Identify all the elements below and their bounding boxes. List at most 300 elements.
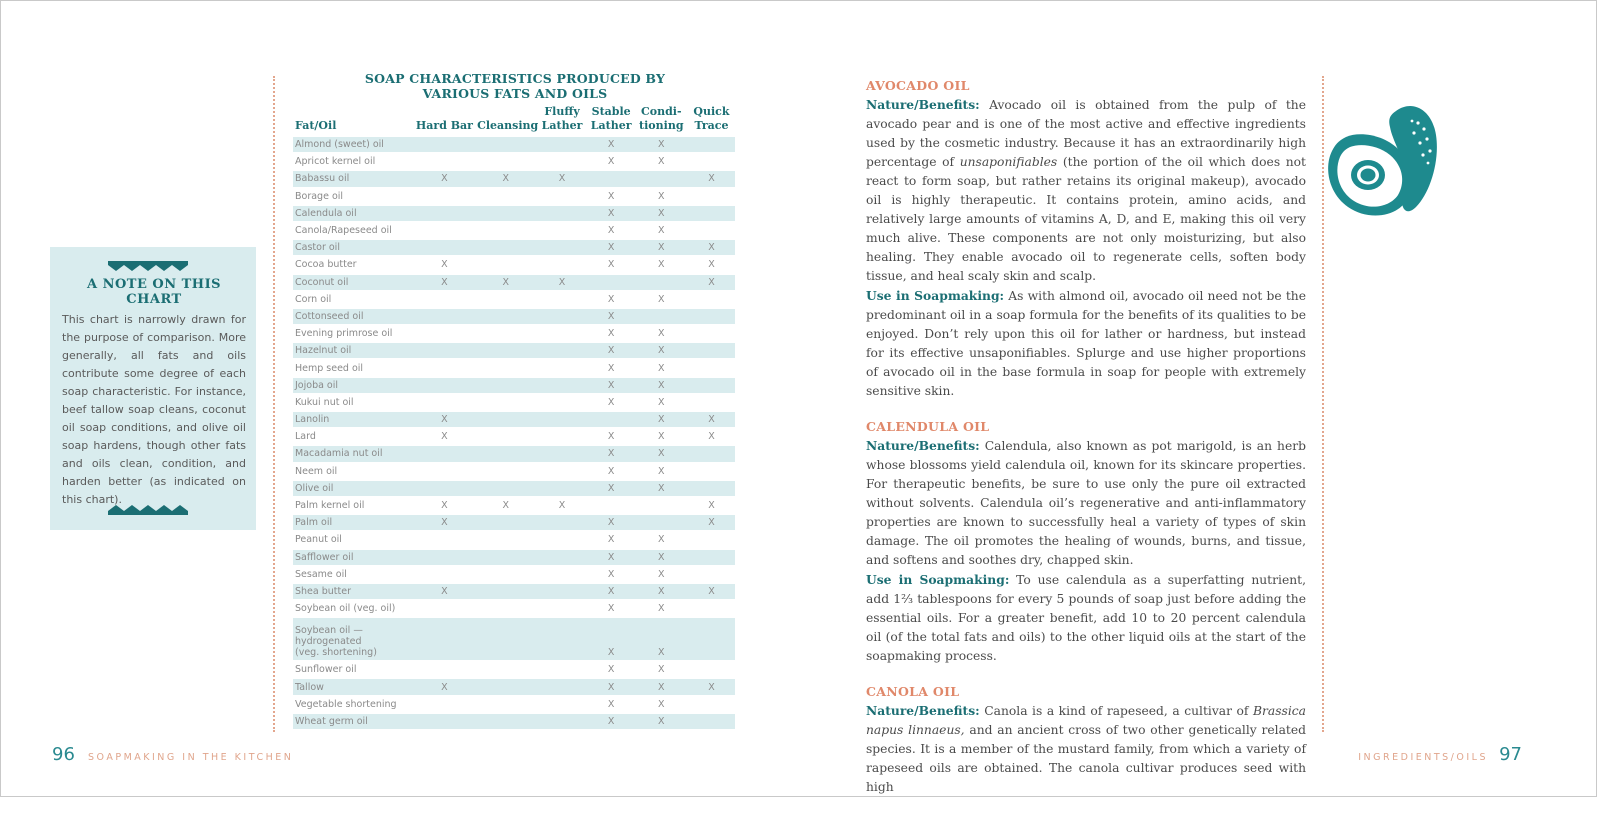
characteristic-mark (475, 697, 536, 712)
characteristic-mark (475, 378, 536, 393)
entry-paragraph: Nature/Benefits: Avocado oil is obtained from the pulp of the avocado pear and is one of the most active and effective ingredients used by the cosmetic industry. Because it has an extraordinarily high percentage of unsaponifiables (the portion of the oil which does not react to form soap, but rather retains its original makeup), avocado oil is highly therapeutic. It contains protein, amino acids, and relatively large amounts of vitamins A, D, and E, making this oil very much alive. These components are not only moisturizing, but also healing. They enable avocado oil to regenerate cells, soften body tissue, and heal scaly skin and scalp. (866, 97, 1306, 283)
characteristic-mark: X (688, 515, 735, 530)
characteristic-mark (475, 223, 536, 238)
chart-row (293, 679, 735, 694)
characteristic-mark: X (688, 240, 735, 255)
avocado-illustration (1318, 93, 1440, 225)
oil-name: Shea butter (293, 584, 414, 599)
characteristic-mark (536, 360, 587, 375)
chart-row (293, 171, 735, 186)
characteristic-mark: X (607, 603, 615, 615)
characteristic-mark (475, 240, 536, 255)
characteristic-mark (536, 429, 587, 444)
characteristic-mark: X (658, 396, 665, 408)
chart-row (293, 498, 735, 513)
characteristic-mark (688, 223, 735, 238)
chart-row (293, 189, 735, 204)
characteristic-mark: X (635, 584, 688, 599)
characteristic-mark (414, 223, 475, 238)
characteristic-mark (688, 292, 735, 307)
characteristic-mark: X (588, 714, 635, 729)
chart-row (293, 395, 735, 410)
characteristic-mark (536, 189, 587, 204)
characteristic-mark (536, 481, 587, 496)
chart-row (293, 360, 735, 375)
chart-row (293, 275, 735, 290)
right-page-number: 97 (1499, 744, 1522, 765)
characteristic-mark (536, 662, 587, 677)
characteristic-mark: X (414, 584, 475, 599)
characteristic-mark (688, 309, 735, 324)
oil-entry (866, 76, 1306, 401)
characteristic-mark (635, 275, 688, 290)
entry-paragraph: Nature/Benefits: Calendula, also known as pot marigold, is an herb whose blossoms yield calendula oil, known for its skincare properties. For therapeutic benefits, be sure to use only the pure oil extracted without solvents. Calendula oil’s regenerative and anti-inflammatory properties are known to successfully heal a variety of types of skin damage. The oil promotes the healing of wounds, burns, and tissue, and softens and soothes dry, chapped skin. (866, 438, 1306, 567)
left-running-head: SOAPMAKING IN THE KITCHEN (88, 752, 294, 763)
characteristic-mark (475, 481, 536, 496)
chart-row (293, 292, 735, 307)
characteristic-mark: X (635, 714, 688, 729)
characteristic-mark: X (502, 500, 510, 512)
characteristic-mark: X (688, 412, 735, 427)
note-body: This chart is narrowly drawn for the purpose of comparison. More generally, all fats and oils contribute some degree of each soap characteristic. For instance, beef tallow soap cleans, coconut oil soap conditions, and olive oil soap hardens, though other fats and oils clean, condition, and harden better (as indicated on this chart). (62, 313, 246, 506)
oil-name: Hazelnut oil (293, 343, 414, 358)
characteristic-mark: X (658, 603, 665, 615)
characteristic-mark: X (588, 618, 635, 660)
characteristic-mark: X (635, 343, 688, 358)
characteristic-mark: X (536, 171, 587, 186)
characteristic-mark: X (708, 500, 715, 512)
characteristic-mark: X (607, 396, 615, 408)
characteristic-mark (688, 662, 735, 677)
left-page-number: 96 (52, 744, 75, 765)
characteristic-mark (688, 618, 735, 660)
characteristic-mark (475, 714, 536, 729)
characteristic-mark (536, 395, 587, 410)
chart-row (293, 464, 735, 479)
characteristic-mark (635, 309, 688, 324)
characteristic-mark (536, 515, 587, 530)
characteristic-mark (536, 223, 587, 238)
oil-name: Neem oil (295, 465, 338, 477)
characteristic-mark (688, 550, 735, 565)
characteristic-mark: X (635, 206, 688, 221)
chart-row (293, 481, 735, 496)
chart-row (293, 412, 735, 427)
chart-row (293, 697, 735, 712)
characteristic-mark: X (635, 378, 688, 393)
characteristic-mark (688, 446, 735, 461)
oil-name: Canola/Rapeseed oil (295, 225, 392, 237)
characteristic-mark: X (588, 309, 635, 324)
characteristic-mark (414, 343, 475, 358)
oil-name: Babassu oil (293, 171, 414, 186)
characteristic-mark: X (414, 275, 475, 290)
characteristic-mark: X (635, 550, 688, 565)
characteristic-mark: X (607, 225, 615, 237)
characteristic-mark: X (658, 156, 665, 168)
characteristic-mark (475, 137, 536, 152)
characteristic-mark: X (688, 275, 735, 290)
characteristic-mark: X (588, 343, 635, 358)
oil-name: Jojoba oil (293, 378, 414, 393)
characteristic-mark (688, 360, 735, 375)
characteristic-mark (475, 412, 536, 427)
characteristic-mark: X (588, 584, 635, 599)
characteristic-mark (414, 697, 475, 712)
characteristic-mark: X (588, 137, 635, 152)
italic-term: Brassica napus linnaeus, (866, 704, 1306, 737)
characteristic-mark (536, 464, 587, 479)
characteristic-mark (588, 498, 635, 513)
chart-row (293, 567, 735, 582)
characteristic-mark (635, 515, 688, 530)
characteristic-mark (414, 292, 475, 307)
characteristic-mark (475, 206, 536, 221)
left-dotted-rule (273, 76, 275, 732)
characteristic-mark (414, 137, 475, 152)
oil-name: Sunflower oil (295, 664, 357, 676)
characteristic-mark (635, 498, 688, 513)
characteristic-mark (414, 481, 475, 496)
characteristic-mark: X (658, 534, 665, 546)
characteristic-mark: X (414, 171, 475, 186)
characteristic-mark (475, 515, 536, 530)
characteristic-mark (536, 137, 587, 152)
characteristic-mark (536, 714, 587, 729)
characteristic-mark: X (607, 465, 615, 477)
characteristic-mark: X (588, 378, 635, 393)
characteristic-mark (688, 481, 735, 496)
characteristic-mark (536, 326, 587, 341)
characteristic-mark: X (635, 679, 688, 694)
characteristic-mark: X (441, 500, 448, 512)
oil-name: Tallow (293, 679, 414, 694)
characteristic-mark: X (588, 240, 635, 255)
characteristic-mark (475, 189, 536, 204)
chart-row (293, 240, 735, 255)
characteristic-mark (688, 206, 735, 221)
oil-name: Soybean oil — hydrogenated (veg. shortening) (293, 618, 414, 660)
characteristic-mark: X (607, 431, 615, 443)
italic-term: unsaponifiables (959, 155, 1058, 169)
characteristic-mark (536, 584, 587, 599)
chart-row (293, 515, 735, 530)
characteristic-mark (414, 662, 475, 677)
column-header: Quick Trace (693, 105, 730, 132)
chart-title: SOAP CHARACTERISTICS PRODUCED BY VARIOUS FATS AND OILS (364, 71, 666, 101)
characteristic-mark (475, 567, 536, 582)
chart-row (293, 662, 735, 677)
characteristic-mark (588, 412, 635, 427)
column-header: Cleansing (477, 119, 539, 132)
oil-name: Coconut oil (293, 275, 414, 290)
characteristic-mark (536, 292, 587, 307)
oil-name: Safflower oil (293, 550, 414, 565)
characteristic-mark: X (607, 698, 615, 710)
characteristic-mark (536, 309, 587, 324)
characteristic-mark: X (588, 679, 635, 694)
column-header: Hard Bar (415, 119, 473, 132)
chart-body (293, 137, 735, 729)
characteristic-mark (475, 309, 536, 324)
characteristic-mark (688, 714, 735, 729)
chart-row (293, 601, 735, 616)
oil-name: Apricot kernel oil (295, 156, 376, 168)
characteristic-mark (414, 618, 475, 660)
oil-name: Soybean oil (veg. oil) (295, 603, 396, 615)
oil-entries (866, 76, 1306, 813)
characteristic-mark (475, 679, 536, 694)
characteristic-mark (475, 395, 536, 410)
characteristic-mark (536, 532, 587, 547)
characteristic-mark (414, 446, 475, 461)
characteristic-mark (475, 360, 536, 375)
characteristic-mark: X (658, 568, 665, 580)
characteristic-mark: X (635, 412, 688, 427)
characteristic-mark (536, 412, 587, 427)
characteristic-mark: X (658, 698, 665, 710)
oil-entry (866, 417, 1306, 666)
characteristic-mark (688, 464, 735, 479)
characteristic-mark: X (635, 481, 688, 496)
paragraph-label: Nature/Benefits: (866, 703, 980, 718)
oil-name: Evening primrose oil (295, 328, 393, 340)
characteristic-mark (536, 567, 587, 582)
characteristic-mark (475, 292, 536, 307)
characteristic-mark: X (635, 446, 688, 461)
characteristic-mark: X (607, 362, 615, 374)
characteristic-mark: X (588, 550, 635, 565)
chart-header-row (293, 105, 735, 135)
column-header: Fluffy Lather (541, 105, 583, 132)
oil-name: Almond (sweet) oil (293, 137, 414, 152)
characteristic-mark (536, 240, 587, 255)
characteristic-mark (475, 326, 536, 341)
characteristic-mark (414, 378, 475, 393)
characteristic-mark (536, 206, 587, 221)
characteristic-mark (536, 257, 587, 272)
characteristic-mark (414, 567, 475, 582)
characteristic-mark (536, 343, 587, 358)
characteristic-mark (688, 378, 735, 393)
characteristic-mark: X (414, 412, 475, 427)
paragraph-label: Nature/Benefits: (866, 97, 980, 112)
characteristic-mark (414, 309, 475, 324)
characteristic-mark (688, 189, 735, 204)
characteristic-mark (536, 446, 587, 461)
characteristic-mark (536, 601, 587, 616)
characteristic-mark: X (658, 225, 665, 237)
chart-table (293, 103, 735, 731)
characteristic-mark: X (688, 679, 735, 694)
chart-row (293, 429, 735, 444)
note-title: A NOTE ON THIS CHART (86, 277, 222, 307)
characteristic-mark: X (658, 259, 665, 271)
characteristic-mark: X (607, 293, 615, 305)
characteristic-mark: X (658, 328, 665, 340)
chart-row (293, 223, 735, 238)
characteristic-mark: X (607, 190, 615, 202)
characteristic-mark (536, 154, 587, 169)
oil-name: Cocoa butter (295, 259, 357, 271)
chart-row (293, 343, 735, 358)
characteristic-mark: X (414, 515, 475, 530)
characteristic-mark (414, 189, 475, 204)
characteristic-mark (414, 714, 475, 729)
chart-row (293, 326, 735, 341)
oil-name: Olive oil (293, 481, 414, 496)
soap-characteristics-chart (293, 103, 735, 731)
characteristic-mark: X (607, 664, 615, 676)
characteristic-mark (475, 464, 536, 479)
characteristic-mark: X (635, 618, 688, 660)
entry-heading: CALENDULA OIL (866, 419, 990, 434)
characteristic-mark (588, 275, 635, 290)
paragraph-label: Nature/Benefits: (866, 438, 980, 453)
characteristic-mark (536, 618, 587, 660)
chart-row (293, 618, 735, 660)
characteristic-mark: X (475, 275, 536, 290)
characteristic-mark (475, 343, 536, 358)
characteristic-mark (536, 378, 587, 393)
characteristic-mark: X (635, 137, 688, 152)
oil-name: Vegetable shortening (295, 698, 397, 710)
chart-row (293, 714, 735, 729)
oil-name: Lard (295, 431, 316, 443)
left-folio (52, 744, 293, 765)
characteristic-mark (475, 154, 536, 169)
right-folio (1358, 744, 1522, 765)
paragraph-label: Use in Soapmaking: (866, 572, 1010, 587)
characteristic-mark: X (588, 481, 635, 496)
characteristic-mark (688, 697, 735, 712)
chart-row (293, 550, 735, 565)
characteristic-mark (688, 343, 735, 358)
chart-row (293, 137, 735, 152)
chart-row (293, 446, 735, 461)
characteristic-mark (635, 171, 688, 186)
characteristic-mark (414, 206, 475, 221)
oil-name: Palm kernel oil (295, 500, 365, 512)
characteristic-mark (475, 429, 536, 444)
characteristic-mark (414, 550, 475, 565)
chart-row (293, 206, 735, 221)
characteristic-mark (414, 326, 475, 341)
characteristic-mark: X (658, 465, 665, 477)
characteristic-mark: X (588, 515, 635, 530)
column-header: Stable Lather (590, 105, 632, 132)
characteristic-mark (688, 567, 735, 582)
characteristic-mark: X (441, 259, 448, 271)
characteristic-mark (688, 395, 735, 410)
characteristic-mark (536, 679, 587, 694)
characteristic-mark (475, 257, 536, 272)
oil-name: Borage oil (295, 190, 344, 202)
characteristic-mark: X (588, 446, 635, 461)
chart-row (293, 584, 735, 599)
oil-name: Peanut oil (295, 534, 342, 546)
characteristic-mark: X (658, 190, 665, 202)
oil-name: Palm oil (293, 515, 414, 530)
characteristic-mark: X (635, 240, 688, 255)
oil-name: Calendula oil (293, 206, 414, 221)
characteristic-mark (475, 618, 536, 660)
characteristic-mark: X (441, 431, 448, 443)
zigzag-top-ornament (108, 259, 188, 271)
zigzag-bottom-ornament (108, 505, 188, 517)
characteristic-mark: X (607, 534, 615, 546)
chart-row (293, 154, 735, 169)
entry-heading: AVOCADO OIL (866, 78, 970, 93)
entry-paragraph: Use in Soapmaking: As with almond oil, avocado oil need not be the predominant oil in a soap formula for the benefits of its qualities to be enjoyed. Don’t rely upon this oil for lather or hardness, but instead for its effective unsaponifiables. Splurge and use higher proportions of avocado oil in the base formula in soap for people with extremely sensitive skin. (866, 288, 1306, 398)
oil-name: Macadamia nut oil (293, 446, 414, 461)
characteristic-mark: X (658, 664, 665, 676)
characteristic-mark: X (688, 584, 735, 599)
characteristic-mark: X (607, 259, 615, 271)
characteristic-mark: X (607, 328, 615, 340)
characteristic-mark (475, 601, 536, 616)
characteristic-mark (475, 584, 536, 599)
characteristic-mark: X (414, 679, 475, 694)
characteristic-mark: X (658, 362, 665, 374)
chart-row (293, 532, 735, 547)
entry-paragraph: Nature/Benefits: Canola is a kind of rapeseed, a cultivar of Brassica napus linnaeus, and an ancient cross of two other genetically related species. It is a member of the mustard family, from which a variety of rapeseed oils are obtained. The canola cultivar produces seed with high (866, 703, 1306, 794)
entry-heading: CANOLA OIL (866, 684, 960, 699)
characteristic-mark: X (708, 431, 715, 443)
oil-name: Castor oil (293, 240, 414, 255)
characteristic-mark (414, 532, 475, 547)
characteristic-mark: X (607, 568, 615, 580)
characteristic-mark: X (708, 259, 715, 271)
entry-paragraph: Use in Soapmaking: To use calendula as a superfatting nutrient, add 1⅔ tablespoons for every 5 pounds of soap just before adding the essential oils. For a greater benefit, add 10 to 20 percent calendula oil (of the total fats and oils) to the other liquid oils at the start of the soapmaking process. (866, 572, 1306, 663)
oil-name: Cottonseed oil (293, 309, 414, 324)
right-running-head: INGREDIENTS/OILS (1358, 752, 1488, 763)
oil-name: Hemp seed oil (295, 362, 364, 374)
oil-entry (866, 682, 1306, 797)
characteristic-mark: X (658, 431, 665, 443)
oil-name: Corn oil (295, 293, 332, 305)
characteristic-mark (475, 550, 536, 565)
characteristic-mark (588, 171, 635, 186)
characteristic-mark (414, 154, 475, 169)
characteristic-mark (688, 601, 735, 616)
characteristic-mark (414, 464, 475, 479)
chart-row (293, 378, 735, 393)
characteristic-mark (414, 240, 475, 255)
characteristic-mark (536, 697, 587, 712)
paragraph-label: Use in Soapmaking: (866, 288, 1005, 303)
column-header: Fat/Oil (295, 119, 337, 132)
oil-name: Wheat germ oil (293, 714, 414, 729)
chart-row (293, 309, 735, 324)
characteristic-mark (688, 326, 735, 341)
characteristic-mark: X (658, 293, 665, 305)
characteristic-mark: X (607, 156, 615, 168)
characteristic-mark: X (475, 171, 536, 186)
characteristic-mark (414, 360, 475, 375)
oil-name: Sesame oil (295, 568, 347, 580)
characteristic-mark (475, 532, 536, 547)
characteristic-mark (414, 395, 475, 410)
characteristic-mark: X (688, 171, 735, 186)
characteristic-mark: X (558, 500, 566, 512)
characteristic-mark (536, 550, 587, 565)
chart-note-box (50, 247, 256, 530)
characteristic-mark: X (536, 275, 587, 290)
characteristic-mark (475, 662, 536, 677)
oil-name: Kukui nut oil (295, 396, 354, 408)
column-header: Condi- tioning (639, 105, 684, 132)
